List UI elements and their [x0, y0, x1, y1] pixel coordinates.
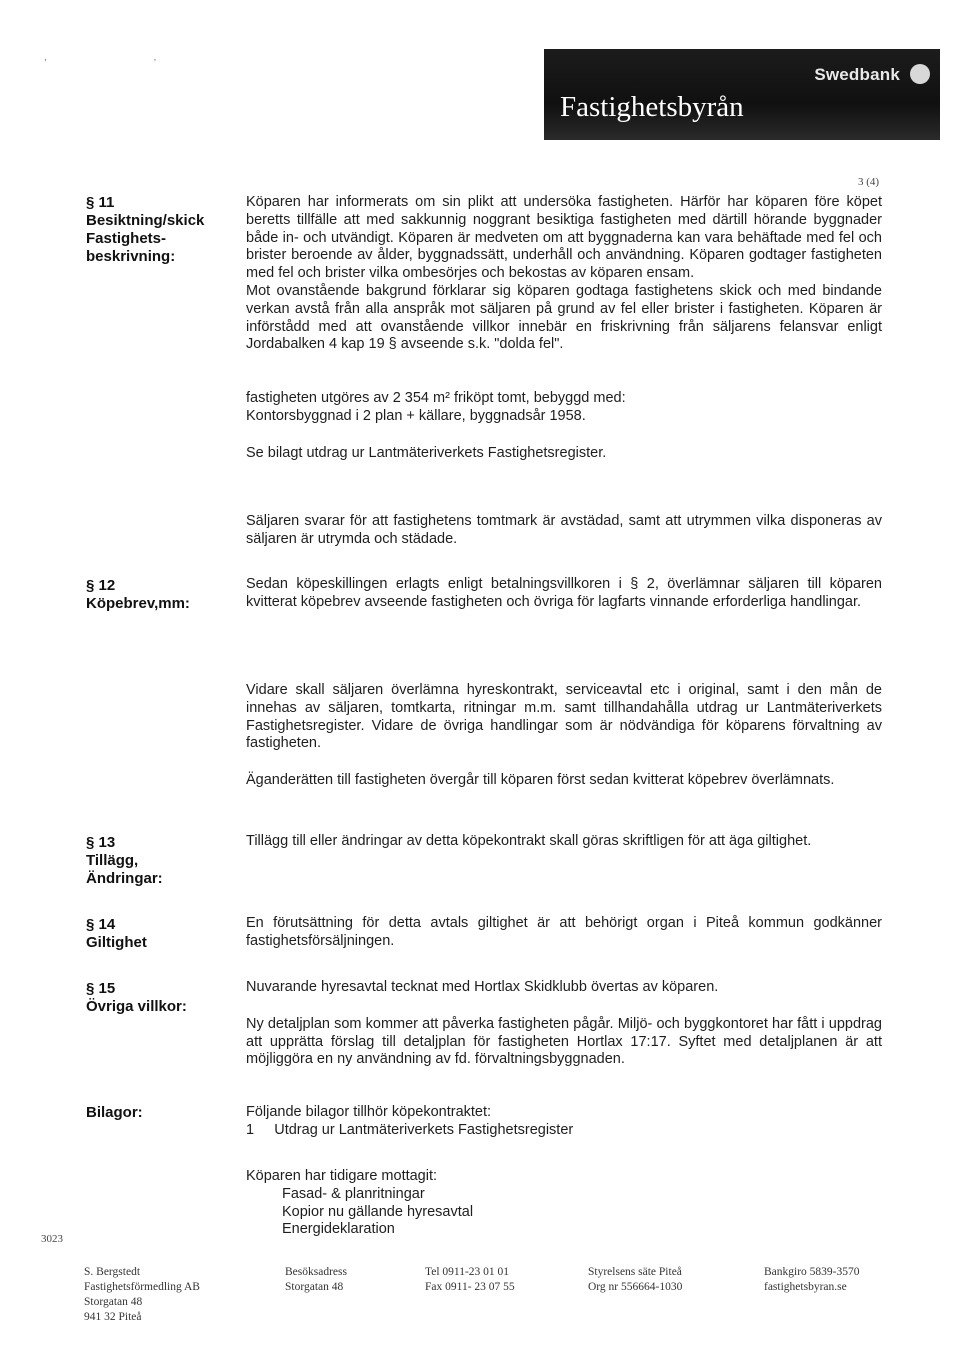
footer-bank: [764, 1265, 860, 1295]
footer-line: Styrelsens säte Piteå: [588, 1266, 682, 1278]
section-title: Fastighets-: [86, 230, 167, 247]
section-number: § 11: [86, 194, 115, 211]
section-12-body: [246, 576, 882, 612]
section-11-body: [246, 194, 882, 354]
received-item: Kopior nu gällande hyresavtal: [282, 1203, 474, 1220]
paragraph: Kontorsbyggnad i 2 plan + källare, byggnadsår 1958.: [246, 407, 586, 424]
paragraph: Mot ovanstående bakgrund förklarar sig köparen godtaga fastighetens skick och med bindande verkan avstå från alla anspråk mot säljaren på grund av fel eller brister i fastigheten. Köparen är införstådd med att ovanstående villkor innebär en friskrivning från säljarens felansvar enligt Jordabalken 4 kap 19 § avseende s.k. "dolda fel".: [246, 282, 882, 353]
section-title: Köpebrev,mm:: [86, 595, 190, 612]
footer-line: Org nr 556664-1030: [588, 1281, 683, 1293]
paragraph: Nuvarande hyresavtal tecknat med Hortlax Skidklubb övertas av köparen.: [246, 979, 719, 995]
section-title: Ändringar:: [86, 870, 163, 887]
footer-visiting-address: [285, 1265, 347, 1295]
footer-line: Fax 0911- 23 07 55: [425, 1281, 515, 1293]
cleaning-clause: [246, 513, 882, 549]
section-title: Övriga villkor:: [86, 998, 187, 1015]
section-title: beskrivning:: [86, 248, 176, 265]
property-description: [246, 390, 882, 462]
received-item: Fasad- & planritningar: [282, 1185, 425, 1202]
section-15-label: [86, 980, 187, 1016]
section-number: § 14: [86, 916, 116, 933]
footer-line: Besöksadress: [285, 1266, 347, 1278]
form-code: 3023: [41, 1233, 63, 1245]
paragraph: Ny detaljplan som kommer att påverka fastigheten pågår. Miljö- och byggkontoret har fått i uppdrag att upprätta förslag till detaljplan för fastigheten Hortlax 17:17. Syftet med detaljplanen är att möjliggöra en ny användning av fd. förvaltningsbyggnaden.: [246, 1015, 882, 1068]
section-13-body: [246, 833, 882, 851]
footer-line: Tel 0911-23 01 01: [425, 1266, 510, 1278]
section-12-label: [86, 577, 190, 613]
page-number: 3 (4): [858, 176, 880, 188]
section-14-label: [86, 916, 147, 952]
attachment-item: [246, 1122, 882, 1140]
received-documents: [246, 1168, 882, 1239]
fastighetsbyran-logo: [544, 49, 940, 140]
section-number: § 12: [86, 577, 116, 594]
section-number: § 15: [86, 980, 116, 997]
swedbank-wordmark: Swedbank: [814, 65, 900, 84]
footer-line: S. Bergstedt: [84, 1266, 141, 1278]
attachments-label: [86, 1104, 143, 1122]
footer-line: Storgatan 48: [84, 1296, 143, 1308]
footer-line: Storgatan 48: [285, 1281, 344, 1293]
paragraph: Äganderätten till fastigheten övergår till köparen först sedan kvitterat köpebrev överlämnats.: [246, 772, 835, 789]
attachment-number: 1: [246, 1121, 255, 1138]
paragraph: Säljaren svarar för att fastighetens tomtmark är avstädad, samt att utrymmen vilka disponeras av säljaren är utrymda och städade.: [246, 513, 882, 547]
paragraph: Köparen har tidigare mottagit:: [246, 1168, 438, 1184]
attachment-title: Utdrag ur Lantmäteriverkets Fastighetsregister: [274, 1121, 574, 1138]
paragraph: Vidare skall säljaren överlämna hyreskontrakt, serviceavtal etc i original, samt i den mån de innehas av säljaren, tomtkarta, ritningar m.m. samt tillhandahålla utdrag ur Lantmäteriverkets Fastighetsregister. Vidare de övriga handlingar som är nödvändiga för köparens förvaltning av fastigheten.: [246, 682, 882, 752]
footer-line: 941 32 Piteå: [84, 1311, 142, 1323]
section-12-documents: [246, 682, 882, 790]
paragraph: Köparen har informerats om sin plikt att undersöka fastigheten. Härför har köparen före köpet beretts tillfälle att med sakkunnig noggrant besiktiga fastigheten med därtill hörande byggnader både in- och utvändigt. Köparen är medveten om att byggnaderna kan vara behäftade med fel och brister beroende av ålder, byggnadssätt, underhåll och användning. Köparen godtager fastigheten med fel och brister vilka ombesörjes och bekostas av köparen ensam.: [246, 194, 882, 282]
section-15-body: [246, 979, 882, 1069]
section-number: § 13: [86, 834, 116, 851]
swedbank-oak-icon: [910, 64, 930, 84]
footer-line: Bankgiro 5839-3570: [764, 1266, 860, 1278]
paragraph: Sedan köpeskillingen erlagts enligt betalningsvillkoren i § 2, överlämnar säljaren till köparen kvitterat köpebrev avseende fastigheten och övriga för lagfarts vinnande erforderliga handlingar.: [246, 576, 882, 610]
fastighetsbyran-wordmark: Fastighetsbyrån: [560, 91, 744, 123]
section-title: Tillägg,: [86, 852, 139, 869]
footer-registration: [588, 1265, 682, 1295]
scan-marks: , ,: [44, 52, 209, 63]
footer-link[interactable]: fastighetsbyran.se: [764, 1281, 847, 1293]
paragraph: Tillägg till eller ändringar av detta köpekontrakt skall göras skriftligen för att äga giltighet.: [246, 833, 812, 849]
attachments-body: [246, 1104, 882, 1140]
section-11-label: [86, 194, 204, 266]
paragraph: En förutsättning för detta avtals giltighet är att behörigt organ i Piteå kommun godkänner fastighetsförsäljningen.: [246, 915, 882, 949]
footer-line: Fastighetsförmedling AB: [84, 1281, 200, 1293]
section-14-body: [246, 915, 882, 951]
footer-phone: [425, 1265, 515, 1295]
section-title: Bilagor:: [86, 1104, 143, 1121]
section-title: Giltighet: [86, 934, 147, 951]
paragraph: fastigheten utgöres av 2 354 m² friköpt tomt, bebyggd med:: [246, 390, 626, 406]
footer-company: [84, 1265, 200, 1325]
paragraph: Se bilagt utdrag ur Lantmäteriverkets Fastighetsregister.: [246, 444, 607, 461]
section-title: Besiktning/skick: [86, 212, 205, 229]
section-13-label: [86, 834, 163, 888]
paragraph: Följande bilagor tillhör köpekontraktet:: [246, 1104, 492, 1120]
received-item: Energideklaration: [282, 1221, 395, 1238]
